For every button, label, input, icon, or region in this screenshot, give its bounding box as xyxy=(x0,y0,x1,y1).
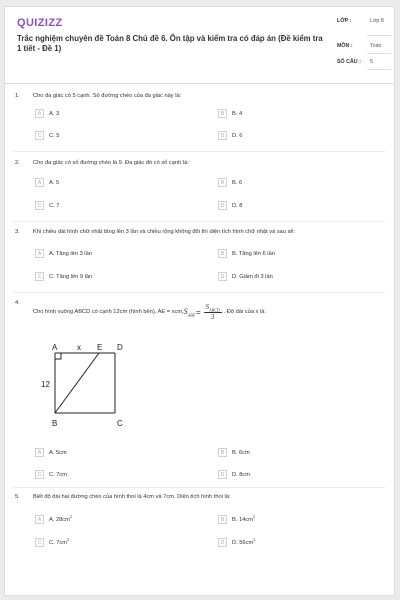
option-letter-box: C xyxy=(35,201,44,210)
option-letter-box: C xyxy=(35,538,44,547)
option-c[interactable] xyxy=(35,537,69,547)
question-separator xyxy=(13,151,386,152)
option-text: C. 7 xyxy=(49,203,60,209)
option-text: B. 6cm xyxy=(232,450,250,456)
option-b[interactable] xyxy=(218,178,242,187)
option-text: D. Giảm đi 3 lần xyxy=(232,274,273,280)
label-e: E xyxy=(97,343,103,352)
quizizz-logo: QUIZIZZ xyxy=(17,17,63,29)
worksheet-page xyxy=(4,6,395,596)
option-a[interactable] xyxy=(35,249,92,258)
option-d[interactable] xyxy=(218,470,250,479)
option-d[interactable] xyxy=(218,131,242,140)
label-d: D xyxy=(117,343,123,352)
option-letter-box: B xyxy=(218,109,227,118)
option-c[interactable] xyxy=(35,131,59,140)
option-letter-box: A xyxy=(35,249,44,258)
label-c: C xyxy=(117,419,123,428)
question-text: Biết độ dài hai đường chéo của hình thoi là 4cm và 7cm. Diện tích hình thoi là: xyxy=(33,494,231,500)
square-figure xyxy=(33,340,133,432)
question-separator xyxy=(13,221,386,222)
segment-be xyxy=(55,353,99,413)
option-text: C. Tăng lên 9 lần xyxy=(49,274,93,280)
option-text: D. 56cm xyxy=(232,539,254,546)
option-text: A. 28cm xyxy=(49,516,70,523)
fraction xyxy=(204,303,222,321)
option-superscript: 2 xyxy=(252,514,256,519)
subject-label: MÔN : xyxy=(337,43,353,49)
option-b[interactable] xyxy=(218,448,250,457)
option-a[interactable] xyxy=(35,514,72,524)
label-x: x xyxy=(77,343,81,352)
question-number: 5. xyxy=(15,494,20,500)
question-text-part: . Độ dài của x là: xyxy=(223,309,266,316)
class-value: Lớp 8 xyxy=(370,18,384,24)
option-b[interactable] xyxy=(218,249,275,258)
equals-sign: = xyxy=(196,307,201,317)
area-symbol xyxy=(184,307,195,318)
count-underline xyxy=(367,69,391,70)
count-label: SỐ CÂU : xyxy=(337,59,361,65)
fraction-numerator xyxy=(204,303,222,313)
option-letter-box: C xyxy=(35,272,44,281)
option-letter-box: C xyxy=(35,131,44,140)
subject-value: Toán xyxy=(370,43,382,49)
option-a[interactable] xyxy=(35,178,59,187)
option-text: C. 7cm xyxy=(49,472,68,478)
option-letter-box: B xyxy=(218,448,227,457)
worksheet-header xyxy=(5,7,394,79)
option-c[interactable] xyxy=(35,272,92,281)
question-number: 3. xyxy=(15,229,20,235)
option-superscript: 2 xyxy=(69,514,73,519)
option-text: C. 5 xyxy=(49,133,60,139)
question-number: 2. xyxy=(15,160,20,166)
numerator-s: S xyxy=(205,303,210,311)
header-divider xyxy=(5,83,394,84)
square-lines xyxy=(55,353,115,413)
count-value: 5 xyxy=(370,59,373,65)
question-number: 4. xyxy=(15,300,20,306)
question-text: Cho đa giác có 5 cạnh. Số đường chéo của đa giác này là: xyxy=(33,93,182,99)
right-angle-mark xyxy=(55,353,61,359)
option-text: C. 7cm xyxy=(49,539,68,546)
option-letter-box: D xyxy=(218,201,227,210)
question-separator xyxy=(13,487,386,488)
option-b[interactable] xyxy=(218,514,255,524)
option-superscript: 2 xyxy=(67,537,70,542)
option-text: D. 6 xyxy=(232,133,243,139)
option-letter-box: D xyxy=(218,272,227,281)
question-number: 1. xyxy=(15,93,20,99)
option-text: B. 6 xyxy=(232,180,243,186)
option-letter-box: A xyxy=(35,109,44,118)
option-letter-box: A xyxy=(35,178,44,187)
option-d[interactable] xyxy=(218,537,255,547)
area-sub: ABE xyxy=(187,312,195,318)
question-text xyxy=(33,303,266,321)
option-text: B. Tăng lên 6 lần xyxy=(232,251,275,257)
class-underline xyxy=(367,35,391,36)
option-text: A. 5 xyxy=(49,180,60,186)
option-text: A. 5cm xyxy=(49,450,67,456)
option-d[interactable] xyxy=(218,272,273,281)
option-letter-box: C xyxy=(35,470,44,479)
class-label: LỚP : xyxy=(337,18,352,24)
fraction-denominator: 3 xyxy=(210,313,215,322)
option-letter-box: D xyxy=(218,538,227,547)
option-text: A. 3 xyxy=(49,111,60,117)
label-side-12: 12 xyxy=(41,380,50,389)
option-c[interactable] xyxy=(35,470,67,479)
option-text: B. 4 xyxy=(232,111,243,117)
subject-underline xyxy=(367,53,391,54)
option-letter-box: A xyxy=(35,515,44,524)
question-text: Cho đa giác có số đường chéo là 9. Đa giác đó có số cạnh là: xyxy=(33,160,189,166)
option-letter-box: D xyxy=(218,131,227,140)
option-text: A. Tăng lên 3 lần xyxy=(49,251,92,257)
option-text: D. 8 xyxy=(232,203,243,209)
worksheet-title: Trắc nghiệm chuyên đề Toán 8 Chủ đề 6. Ôn tập và kiểm tra có đáp án (Đề kiểm tra 1 tiết - Đề 1) xyxy=(17,34,323,53)
label-a: A xyxy=(52,343,58,352)
option-a[interactable] xyxy=(35,109,59,118)
question-text-part: Cho hình vuông ABCD có cạnh 12cm (hình bên), AE = xcm, xyxy=(33,309,184,316)
option-a[interactable] xyxy=(35,448,67,457)
area-s: S xyxy=(183,306,188,316)
option-letter-box: A xyxy=(35,448,44,457)
label-b: B xyxy=(52,419,58,428)
option-b[interactable] xyxy=(218,109,242,118)
option-superscript: 2 xyxy=(253,537,256,542)
option-letter-box: B xyxy=(218,249,227,258)
option-c[interactable] xyxy=(35,201,59,210)
option-letter-box: D xyxy=(218,470,227,479)
question-separator xyxy=(13,292,386,293)
option-letter-box: B xyxy=(218,515,227,524)
option-text: B. 14cm xyxy=(232,516,253,523)
option-letter-box: B xyxy=(218,178,227,187)
option-text: D. 8cm xyxy=(232,472,251,478)
option-d[interactable] xyxy=(218,201,242,210)
numerator-sub: ABCD xyxy=(209,307,220,313)
question-text: Khi chiều dài hình chữ nhật tăng lên 3 lần và chiều rộng không đổi thì diện tích hình chữ nhật và sau sẽ: xyxy=(33,229,296,235)
